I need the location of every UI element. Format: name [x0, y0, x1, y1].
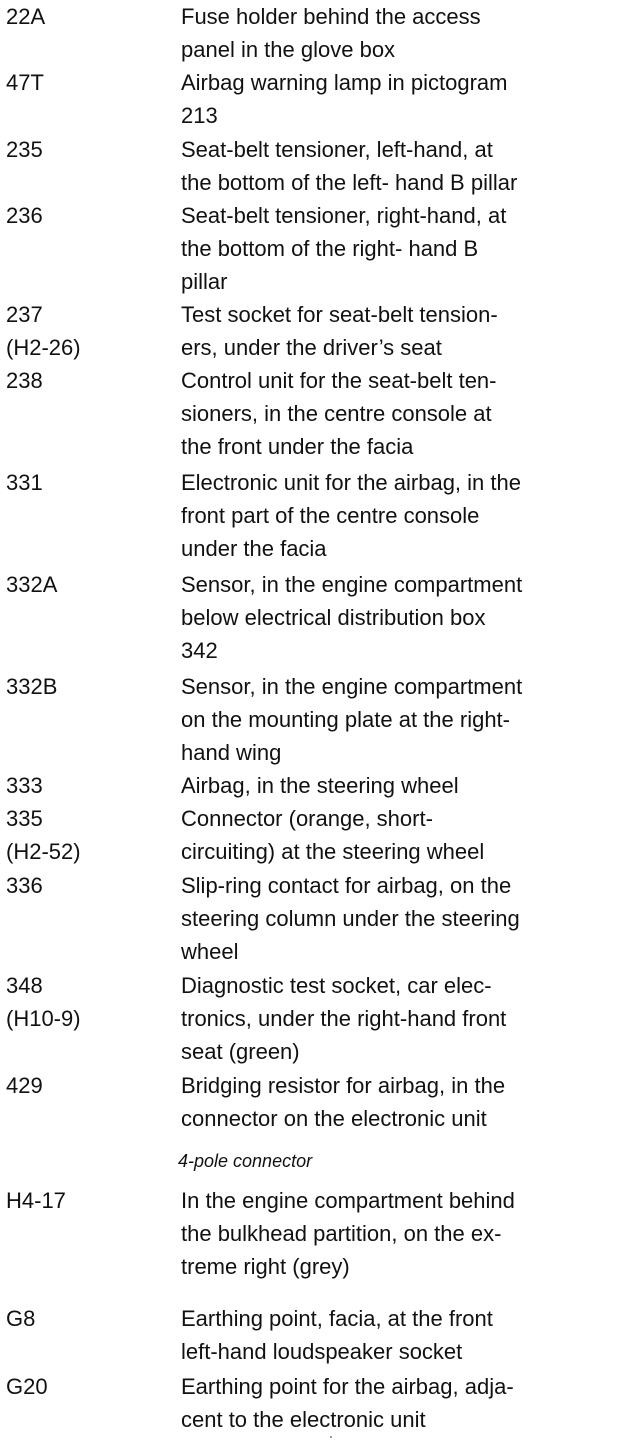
entry-code: 236	[6, 203, 43, 228]
entry-code: 429	[6, 1073, 43, 1098]
entry-code: 331	[6, 470, 43, 495]
entry-description: Airbag warning lamp in pictogram 213	[181, 70, 508, 128]
entry-code: 22A	[6, 4, 46, 29]
entry-description: Sensor, in the engine compartment below electrical distribution box 342	[181, 572, 523, 663]
entry-code: G8	[6, 1306, 36, 1331]
entry-description: Earthing point for the airbag, adja- cent to the electronic unit	[181, 1374, 514, 1432]
entry-code: 237 (H2-26)	[6, 302, 81, 360]
entry-code: 333	[6, 773, 43, 798]
entry-description: Diagnostic test socket, car elec- tronics, under the right-hand front seat (green)	[181, 973, 507, 1064]
entry-code: 336	[6, 873, 43, 898]
entry-description: Bridging resistor for airbag, in the connector on the electronic unit	[181, 1073, 506, 1131]
entry-description: Airbag, in the steering wheel	[181, 773, 459, 798]
entry-description: Test socket for seat-belt tension- ers, under the driver’s seat	[181, 302, 498, 360]
entry-description: Earthing point, facia, at the front left-hand loudspeaker socket	[181, 1306, 493, 1364]
entry-code: 235	[6, 137, 43, 162]
entry-description: Slip-ring contact for airbag, on the steering column under the steering wheel	[181, 873, 520, 964]
entry-description: Fuse holder behind the access panel in the glove box	[181, 4, 481, 62]
scan-mark	[330, 1436, 332, 1438]
entry-code: 335 (H2-52)	[6, 806, 81, 864]
entry-code: 332A	[6, 572, 58, 597]
entry-description: Electronic unit for the airbag, in the front part of the centre console under the facia	[181, 470, 521, 561]
entry-code: 332B	[6, 674, 58, 699]
entry-code: 238	[6, 368, 43, 393]
entry-description: Connector (orange, short- circuiting) at the steering wheel	[181, 806, 485, 864]
entry-description: Sensor, in the engine compartment on the mounting plate at the right- hand wing	[181, 674, 523, 765]
entry-description: In the engine compartment behind the bulkhead partition, on the ex- treme right (grey)	[181, 1188, 515, 1279]
entry-description: Seat-belt tensioner, right-hand, at the bottom of the right- hand B pillar	[181, 203, 507, 294]
entry-description: Seat-belt tensioner, left-hand, at the bottom of the left- hand B pillar	[181, 137, 518, 195]
entry-code: H4-17	[6, 1188, 66, 1213]
connector-subheading: 4-pole connector	[178, 1151, 313, 1171]
entry-description: Control unit for the seat-belt ten- sioners, in the centre console at the front under the facia	[181, 368, 497, 459]
entry-code: G20	[6, 1374, 48, 1399]
entry-code: 348 (H10-9)	[6, 973, 81, 1031]
entry-code: 47T	[6, 70, 44, 95]
